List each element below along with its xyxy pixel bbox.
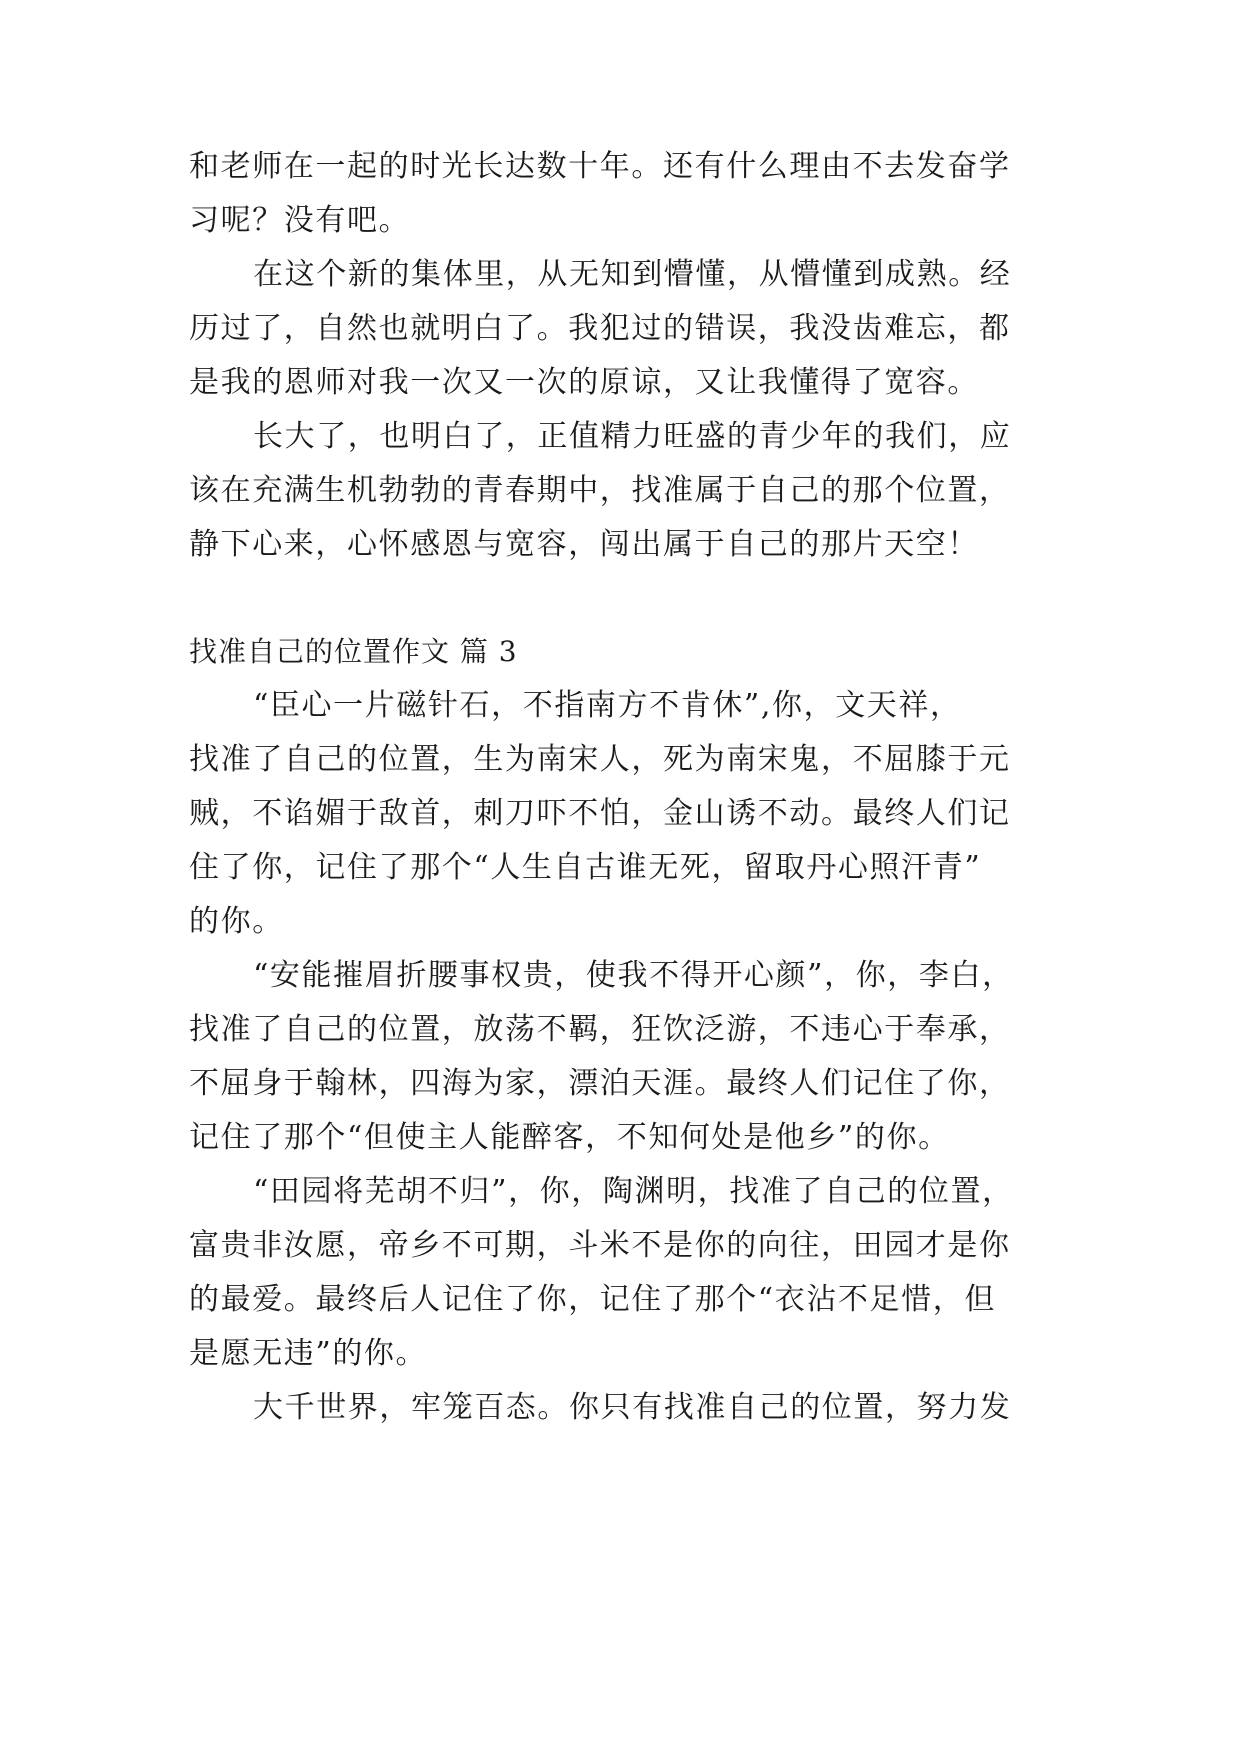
text-line: 住了你，记住了那个“人生自古谁无死，留取丹心照汗青” (189, 850, 982, 885)
text-line: 找准了自己的位置，放荡不羁，狂饮泛游，不违心于奉承， (189, 1012, 1011, 1047)
text-line: 是愿无违”的你。 (189, 1336, 428, 1371)
text-line: 历过了，自然也就明白了。我犯过的错误，我没齿难忘，都 (189, 311, 1011, 346)
text-line: 该在充满生机勃勃的青春期中，找准属于自己的那个位置， (189, 473, 1011, 508)
text-line: “安能摧眉折腰事权贵，使我不得开心颜”，你，李白， (253, 958, 1014, 993)
text-line: 找准了自己的位置，生为南宋人，死为南宋鬼，不屈膝于元 (189, 742, 1011, 777)
text-line: 在这个新的集体里，从无知到懵懂，从懵懂到成熟。经 (253, 257, 1012, 292)
text-line: 是我的恩师对我一次又一次的原谅，又让我懂得了宽容。 (189, 365, 979, 400)
section-heading: 找准自己的位置作文 篇 3 (189, 635, 518, 668)
text-line: “田园将芜胡不归”，你，陶渊明，找准了自己的位置， (253, 1174, 1014, 1209)
text-line: 富贵非汝愿，帝乡不可期，斗米不是你的向往，田园才是你 (189, 1228, 1011, 1263)
text-line: 长大了，也明白了，正值精力旺盛的青少年的我们，应 (253, 419, 1012, 454)
text-line: “臣心一片磁针石，不指南方不肯休”,你，文天祥， (253, 688, 962, 723)
text-line: 的你。 (189, 904, 284, 939)
text-line: 静下心来，心怀感恩与宽容，闯出属于自己的那片天空！ (189, 527, 979, 562)
text-line: 习呢？没有吧。 (189, 203, 411, 238)
text-line: 不屈身于翰林，四海为家，漂泊天涯。最终人们记住了你， (189, 1066, 1011, 1101)
text-line: 和老师在一起的时光长达数十年。还有什么理由不去发奋学 (189, 149, 1011, 184)
text-line: 贼，不谄媚于敌首，刺刀吓不怕，金山诱不动。最终人们记 (189, 796, 1011, 831)
text-line: 大千世界，牢笼百态。你只有找准自己的位置，努力发 (253, 1390, 1012, 1425)
text-line: 的最爱。最终后人记住了你，记住了那个“衣沾不足惜，但 (189, 1282, 996, 1317)
text-line: 记住了那个“但使主人能醉客，不知何处是他乡”的你。 (189, 1120, 950, 1155)
